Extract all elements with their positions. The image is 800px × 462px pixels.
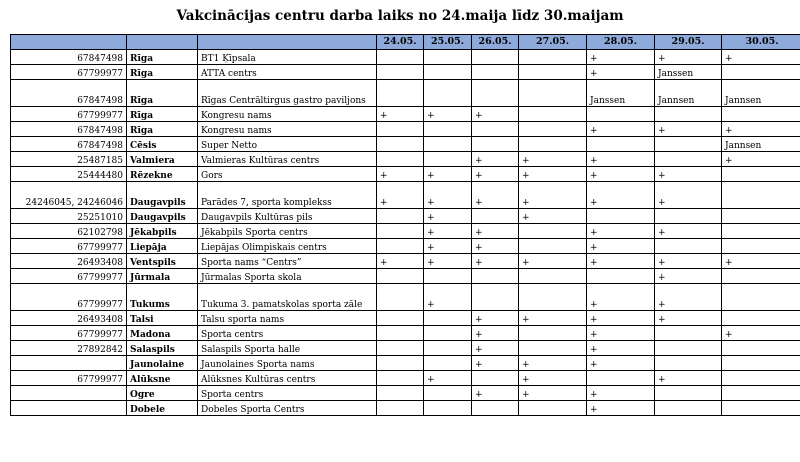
table-row (11, 137, 800, 152)
day-cell (472, 80, 519, 107)
day-cell (655, 401, 722, 416)
day-cell: + (519, 152, 587, 167)
day-cell: + (655, 167, 722, 182)
city-cell: Cēsis (127, 137, 198, 152)
day-cell: + (587, 254, 655, 269)
place-cell: Kongresu nams (198, 107, 377, 122)
table-row (11, 182, 800, 209)
day-cell: + (472, 167, 519, 182)
day-cell: + (587, 50, 655, 65)
day-cell (377, 311, 424, 326)
day-cell: + (587, 386, 655, 401)
day-cell: + (519, 356, 587, 371)
day-cell: + (472, 341, 519, 356)
day-cell (519, 269, 587, 284)
day-cell: + (377, 107, 424, 122)
city-cell: Tukums (127, 284, 198, 311)
day-cell (377, 65, 424, 80)
city-cell: Liepāja (127, 239, 198, 254)
day-cell: Janssen (587, 80, 655, 107)
day-cell (377, 122, 424, 137)
day-cell (519, 65, 587, 80)
day-cell (472, 269, 519, 284)
day-cell (424, 356, 472, 371)
day-cell: + (587, 401, 655, 416)
day-cell (722, 167, 800, 182)
day-cell (722, 239, 800, 254)
phone-cell: 67847498 (11, 137, 127, 152)
day-cell: + (655, 269, 722, 284)
place-cell: Alūksnes Kultūras centrs (198, 371, 377, 386)
day-cell (519, 401, 587, 416)
day-cell (519, 326, 587, 341)
place-cell: Liepājas Olimpiskais centrs (198, 239, 377, 254)
table-row (11, 311, 800, 326)
day-cell (472, 65, 519, 80)
place-cell: Sporta nams “Centrs” (198, 254, 377, 269)
day-cell (519, 50, 587, 65)
table-row (11, 356, 800, 371)
day-cell (377, 401, 424, 416)
day-cell (472, 284, 519, 311)
day-cell: + (587, 341, 655, 356)
day-cell: + (655, 254, 722, 269)
day-cell (377, 152, 424, 167)
day-cell (377, 371, 424, 386)
city-cell: Salaspils (127, 341, 198, 356)
day-cell (424, 341, 472, 356)
city-cell: Talsi (127, 311, 198, 326)
day-cell (722, 311, 800, 326)
day-cell (472, 371, 519, 386)
day-cell: + (587, 326, 655, 341)
phone-cell: 67847498 (11, 122, 127, 137)
day-cell: Jannsen (722, 80, 800, 107)
day-cell: + (655, 284, 722, 311)
city-cell: Rīga (127, 50, 198, 65)
phone-cell: 26493408 (11, 311, 127, 326)
place-cell: Kongresu nams (198, 122, 377, 137)
place-cell: Daugavpils Kultūras pils (198, 209, 377, 224)
day-cell: + (587, 239, 655, 254)
day-cell (519, 224, 587, 239)
phone-cell: 67847498 (11, 80, 127, 107)
phone-cell: 67799977 (11, 326, 127, 341)
phone-cell (11, 401, 127, 416)
day-cell (424, 269, 472, 284)
day-cell: + (655, 224, 722, 239)
day-cell (424, 122, 472, 137)
place-cell: Jūrmalas Sporta skola (198, 269, 377, 284)
day-cell (519, 107, 587, 122)
day-cell: + (655, 311, 722, 326)
day-cell: + (587, 152, 655, 167)
day-cell: + (472, 182, 519, 209)
place-cell: Dobeles Sporta Centrs (198, 401, 377, 416)
table-row (11, 224, 800, 239)
day-cell (722, 269, 800, 284)
city-cell: Rīga (127, 80, 198, 107)
phone-cell: 67799977 (11, 269, 127, 284)
table-row (11, 50, 800, 65)
place-cell: Gors (198, 167, 377, 182)
city-cell: Rēzekne (127, 167, 198, 182)
phone-cell: 25251010 (11, 209, 127, 224)
header-day: 24.05. (377, 35, 424, 50)
day-cell (655, 239, 722, 254)
day-cell (472, 209, 519, 224)
day-cell (519, 122, 587, 137)
city-cell: Madona (127, 326, 198, 341)
day-cell: + (519, 209, 587, 224)
day-cell (655, 356, 722, 371)
day-cell: + (519, 386, 587, 401)
day-cell: + (587, 356, 655, 371)
table-row (11, 239, 800, 254)
day-cell (655, 209, 722, 224)
day-cell (587, 371, 655, 386)
day-cell (377, 386, 424, 401)
day-cell (722, 209, 800, 224)
header-day: 29.05. (655, 35, 722, 50)
day-cell: + (722, 254, 800, 269)
day-cell: + (424, 107, 472, 122)
day-cell: + (519, 311, 587, 326)
phone-cell: 27892842 (11, 341, 127, 356)
place-cell: Sporta centrs (198, 386, 377, 401)
day-cell (519, 284, 587, 311)
day-cell: + (587, 122, 655, 137)
day-cell (377, 284, 424, 311)
place-cell: Tukuma 3. pamatskolas sporta zāle (198, 284, 377, 311)
page-title: Vakcinācijas centru darba laiks no 24.maija līdz 30.maijam (176, 8, 624, 24)
place-cell: Parādes 7, sporta komplekss (198, 182, 377, 209)
day-cell (722, 224, 800, 239)
day-cell (377, 356, 424, 371)
day-cell (424, 311, 472, 326)
day-cell (377, 50, 424, 65)
day-cell (472, 401, 519, 416)
day-cell: + (587, 284, 655, 311)
day-cell (377, 224, 424, 239)
day-cell (424, 65, 472, 80)
day-cell (519, 341, 587, 356)
day-cell: + (472, 254, 519, 269)
day-cell: Jannsen (722, 137, 800, 152)
day-cell (587, 269, 655, 284)
table-row (11, 107, 800, 122)
table-row (11, 371, 800, 386)
phone-cell (11, 356, 127, 371)
day-cell (655, 341, 722, 356)
day-cell (472, 122, 519, 137)
day-cell: + (655, 50, 722, 65)
phone-cell: 67799977 (11, 239, 127, 254)
city-cell: Ogre (127, 386, 198, 401)
day-cell (655, 137, 722, 152)
phone-cell: 67847498 (11, 50, 127, 65)
city-cell: Daugavpils (127, 209, 198, 224)
city-cell: Alūksne (127, 371, 198, 386)
place-cell: Sporta centrs (198, 326, 377, 341)
day-cell: + (519, 182, 587, 209)
day-cell: + (472, 239, 519, 254)
day-cell (519, 80, 587, 107)
day-cell: + (587, 311, 655, 326)
day-cell (722, 65, 800, 80)
day-cell (519, 239, 587, 254)
place-cell: BT1 Ķīpsala (198, 50, 377, 65)
day-cell: + (519, 254, 587, 269)
day-cell: + (722, 122, 800, 137)
day-cell (377, 341, 424, 356)
table-row (11, 284, 800, 311)
day-cell: + (472, 386, 519, 401)
day-cell: + (424, 167, 472, 182)
day-cell (655, 326, 722, 341)
day-cell (424, 326, 472, 341)
city-cell: Dobele (127, 401, 198, 416)
day-cell (377, 209, 424, 224)
table-row (11, 152, 800, 167)
day-cell (655, 152, 722, 167)
phone-cell: 67799977 (11, 284, 127, 311)
place-cell: ATTA centrs (198, 65, 377, 80)
city-cell: Jēkabpils (127, 224, 198, 239)
day-cell: + (472, 356, 519, 371)
table-row (11, 167, 800, 182)
phone-cell: 67799977 (11, 65, 127, 80)
day-cell: + (472, 107, 519, 122)
table-row (11, 209, 800, 224)
phone-cell: 25487185 (11, 152, 127, 167)
day-cell (424, 152, 472, 167)
header-phone (11, 35, 127, 50)
place-cell: Jaunolaines Sporta nams (198, 356, 377, 371)
city-cell: Rīga (127, 122, 198, 137)
day-cell (472, 137, 519, 152)
header-row (11, 35, 800, 50)
header-city (127, 35, 198, 50)
vaccination-schedule-table (10, 34, 800, 416)
header-day: 25.05. (424, 35, 472, 50)
place-cell: Talsu sporta nams (198, 311, 377, 326)
day-cell (722, 107, 800, 122)
day-cell (424, 401, 472, 416)
day-cell: + (424, 284, 472, 311)
day-cell (722, 284, 800, 311)
day-cell: + (587, 182, 655, 209)
day-cell (377, 239, 424, 254)
day-cell: + (472, 152, 519, 167)
day-cell: + (519, 167, 587, 182)
day-cell (377, 137, 424, 152)
day-cell (722, 356, 800, 371)
city-cell: Rīga (127, 65, 198, 80)
day-cell: Janssen (655, 65, 722, 80)
day-cell (655, 107, 722, 122)
place-cell: Rīgas Centrāltirgus gastro paviljons (198, 80, 377, 107)
header-day: 27.05. (519, 35, 587, 50)
phone-cell: 25444480 (11, 167, 127, 182)
city-cell: Rīga (127, 107, 198, 122)
header-day: 30.05. (722, 35, 800, 50)
day-cell: + (472, 224, 519, 239)
day-cell (722, 371, 800, 386)
day-cell: + (424, 254, 472, 269)
city-cell: Jūrmala (127, 269, 198, 284)
day-cell (722, 401, 800, 416)
day-cell: + (424, 239, 472, 254)
place-cell: Valmieras Kultūras centrs (198, 152, 377, 167)
day-cell: + (655, 371, 722, 386)
header-day: 28.05. (587, 35, 655, 50)
day-cell (587, 107, 655, 122)
phone-cell: 67799977 (11, 107, 127, 122)
day-cell (519, 137, 587, 152)
place-cell: Super Netto (198, 137, 377, 152)
day-cell: + (377, 182, 424, 209)
day-cell: + (722, 326, 800, 341)
day-cell: + (377, 167, 424, 182)
day-cell (722, 341, 800, 356)
city-cell: Ventspils (127, 254, 198, 269)
day-cell: + (377, 254, 424, 269)
day-cell (722, 182, 800, 209)
day-cell (587, 137, 655, 152)
day-cell (424, 50, 472, 65)
table-row (11, 326, 800, 341)
table-row (11, 65, 800, 80)
header-place (198, 35, 377, 50)
city-cell: Valmiera (127, 152, 198, 167)
table-row (11, 122, 800, 137)
header-day: 26.05. (472, 35, 519, 50)
phone-cell: 67799977 (11, 371, 127, 386)
day-cell (722, 386, 800, 401)
day-cell (377, 80, 424, 107)
day-cell: + (424, 209, 472, 224)
day-cell: + (424, 224, 472, 239)
phone-cell (11, 386, 127, 401)
table-row (11, 341, 800, 356)
table-row (11, 269, 800, 284)
day-cell: + (587, 224, 655, 239)
city-cell: Jaunolaine (127, 356, 198, 371)
day-cell: + (472, 311, 519, 326)
day-cell (587, 209, 655, 224)
day-cell: + (655, 122, 722, 137)
day-cell (424, 137, 472, 152)
day-cell (472, 50, 519, 65)
phone-cell: 24246045, 24246046 (11, 182, 127, 209)
day-cell (377, 269, 424, 284)
day-cell: + (519, 371, 587, 386)
table-row (11, 254, 800, 269)
day-cell: + (424, 182, 472, 209)
day-cell (655, 386, 722, 401)
day-cell: + (655, 182, 722, 209)
day-cell: + (722, 50, 800, 65)
day-cell (424, 386, 472, 401)
day-cell: + (587, 167, 655, 182)
place-cell: Salaspils Sporta halle (198, 341, 377, 356)
table-row (11, 401, 800, 416)
table-row (11, 80, 800, 107)
phone-cell: 26493408 (11, 254, 127, 269)
day-cell (424, 80, 472, 107)
day-cell: + (424, 371, 472, 386)
phone-cell: 62102798 (11, 224, 127, 239)
day-cell: Jannsen (655, 80, 722, 107)
day-cell: + (587, 65, 655, 80)
day-cell: + (722, 152, 800, 167)
day-cell (377, 326, 424, 341)
place-cell: Jēkabpils Sporta centrs (198, 224, 377, 239)
city-cell: Daugavpils (127, 182, 198, 209)
day-cell: + (472, 326, 519, 341)
table-row (11, 386, 800, 401)
